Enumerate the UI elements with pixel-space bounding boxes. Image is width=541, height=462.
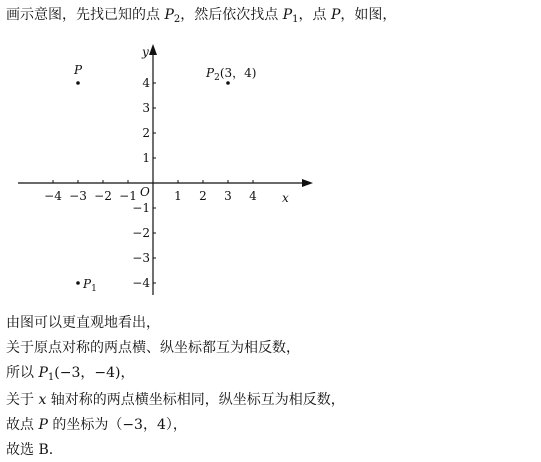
x-tick-label: −3 — [69, 189, 87, 203]
line5-prefix: 故点 — [6, 417, 39, 433]
y-tick-label: −1 — [132, 201, 150, 215]
intro-text-2: ，然后依次找点 — [180, 7, 283, 23]
intro-p2-subscript: 2 — [173, 14, 181, 25]
line4-prefix: 关于 — [6, 392, 39, 408]
x-tick-label: 4 — [249, 189, 257, 203]
x-tick-label: −1 — [119, 189, 137, 203]
line3-p-subscript: 1 — [47, 372, 55, 383]
y-tick-label: −4 — [132, 276, 150, 290]
x-tick-label: 1 — [174, 189, 182, 203]
line3-prefix: 所以 — [6, 365, 39, 381]
y-axis-label: y — [142, 45, 149, 59]
x-axis-arrowhead — [302, 179, 313, 187]
intro-text-3: ，点 — [298, 7, 331, 23]
point-letter: P — [74, 63, 83, 77]
x-tick-label: −4 — [44, 189, 62, 203]
point-label — [73, 63, 83, 77]
y-tick-label: −2 — [132, 226, 150, 240]
point-letter: P — [83, 277, 92, 291]
x-tick-label: −2 — [94, 189, 112, 203]
line3-p-letter: P — [38, 365, 48, 381]
origin-label: O — [140, 185, 150, 199]
intro-text-1: 画示意图，先找已知的点 — [6, 7, 165, 23]
line5-suffix: 的坐标为（−3，4）， — [47, 417, 187, 433]
x-tick-label: 3 — [224, 189, 232, 203]
point-label — [205, 66, 256, 83]
axes-group — [18, 44, 313, 295]
y-tick-label: 2 — [142, 126, 150, 140]
x-tick-label: 2 — [199, 189, 207, 203]
point-coordinates: (3，4) — [219, 66, 257, 80]
line4-x-variable: x — [38, 392, 47, 408]
point-marker — [76, 81, 80, 85]
conclusion-line-1: 由图可以更直观地看出， — [6, 315, 160, 331]
x-axis-label: x — [282, 191, 289, 205]
point-subscript: 2 — [214, 73, 220, 83]
point-marker — [76, 281, 80, 285]
conclusion-line-2: 关于原点对称的两点横、纵坐标都互为相反数， — [6, 340, 300, 356]
conclusion-line-4 — [6, 391, 345, 409]
intro-p2-letter: P — [164, 7, 174, 23]
points-group — [73, 63, 256, 294]
intro-text-4: ，如图， — [340, 7, 397, 23]
point-subscript: 1 — [91, 284, 97, 294]
conclusion-line-5 — [6, 416, 187, 434]
intro-p1-subscript: 1 — [292, 14, 299, 25]
line4-suffix: 轴对称的两点横坐标相同，纵坐标互为相反数， — [46, 392, 345, 408]
intro-line — [6, 6, 396, 24]
line5-p-letter: P — [38, 417, 48, 433]
y-tick-label: 3 — [142, 101, 150, 115]
point-letter: P — [206, 66, 215, 80]
point-marker — [226, 81, 230, 85]
y-tick-label: 4 — [142, 76, 150, 90]
conclusion-line-6: 故选 B. — [6, 442, 54, 458]
point-label — [82, 277, 97, 294]
coordinate-plane-figure — [0, 40, 330, 305]
y-tick-label: −3 — [132, 251, 150, 265]
conclusion-line-3 — [6, 364, 134, 382]
intro-p-letter: P — [330, 7, 341, 23]
y-tick-label: 1 — [142, 151, 150, 165]
line3-coordinates: (−3，−4)， — [54, 365, 135, 381]
intro-p1-letter: P — [282, 7, 293, 23]
y-axis-arrowhead — [149, 44, 157, 55]
